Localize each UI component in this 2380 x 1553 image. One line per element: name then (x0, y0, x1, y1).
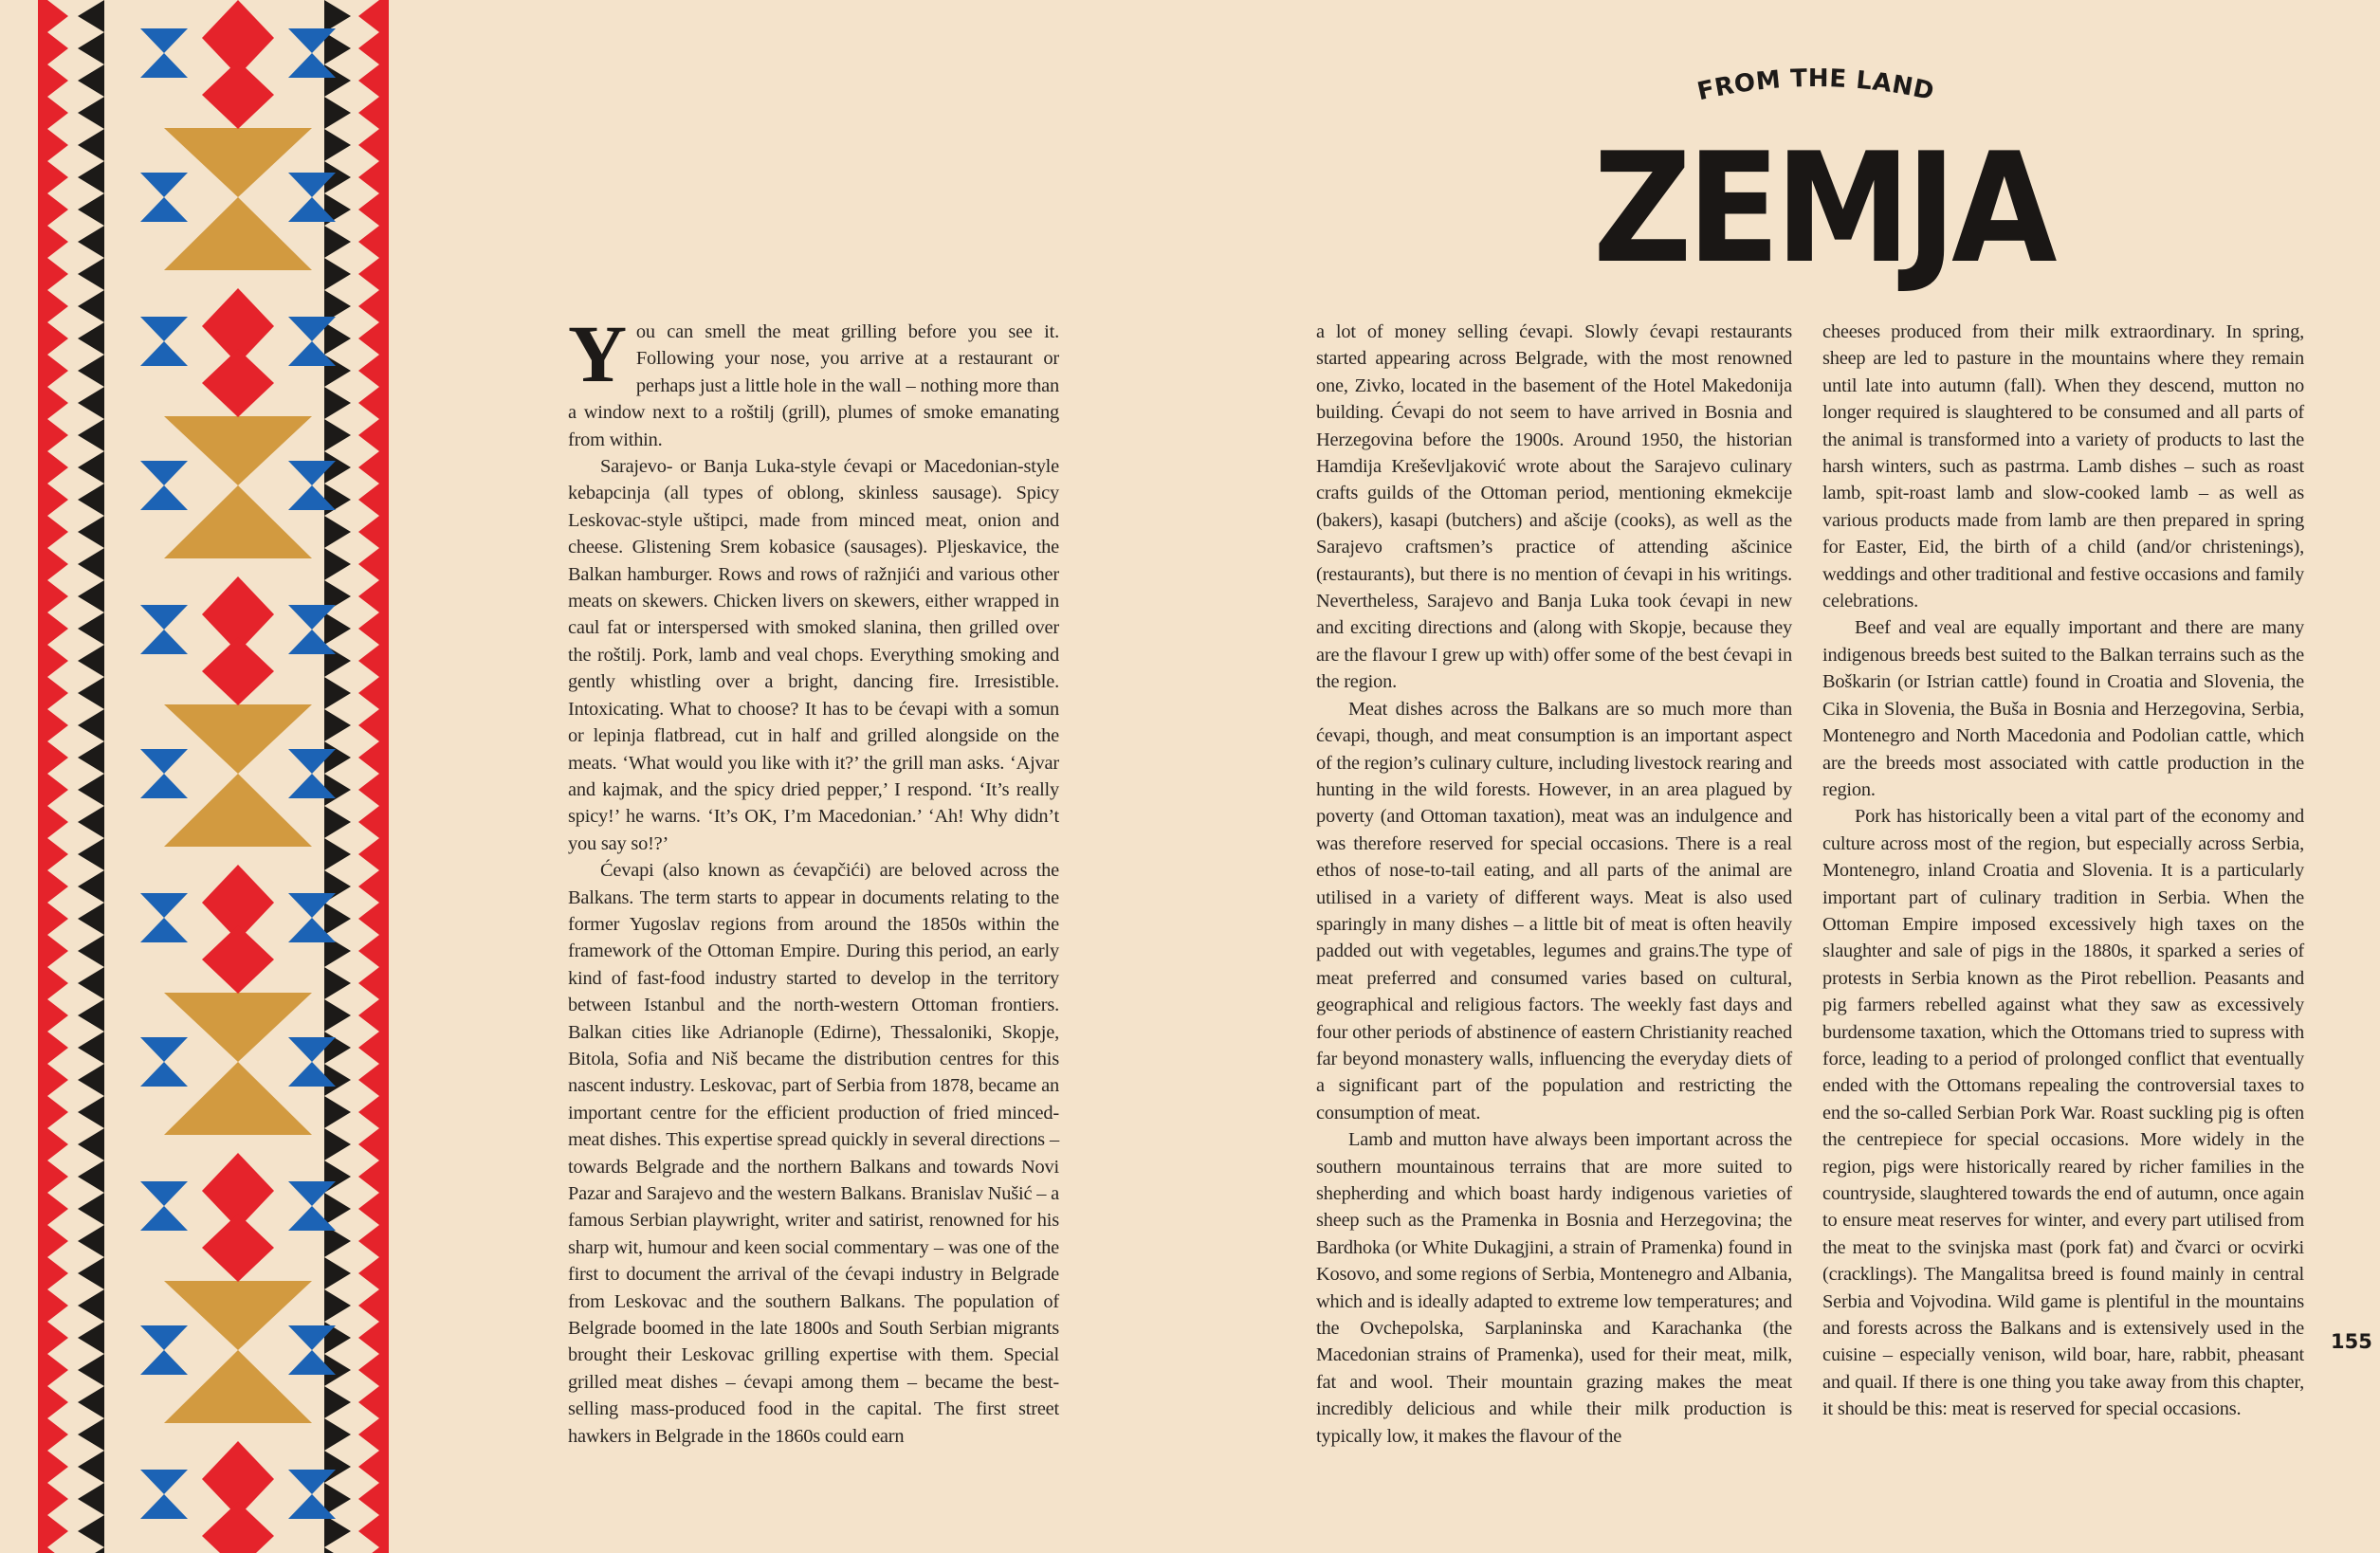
page-title: ZEMJA (1593, 119, 2053, 297)
zigzag-triangle-black (78, 161, 104, 193)
zigzag-triangle-black (78, 903, 104, 935)
zigzag-triangle-red (47, 193, 68, 226)
zigzag-triangle-red (358, 516, 379, 548)
zigzag-triangle-black (78, 612, 104, 645)
bowtie-blue (140, 1350, 188, 1375)
zigzag-triangle-red (358, 64, 379, 97)
zigzag-triangle-red (47, 1225, 68, 1257)
zigzag-triangle-black (324, 774, 351, 806)
zigzag-triangle-red (358, 226, 379, 258)
zigzag-triangle-black (78, 193, 104, 226)
zigzag-triangle-black (324, 1483, 351, 1515)
zigzag-triangle-black (78, 645, 104, 677)
bowtie-blue (140, 461, 188, 485)
zigzag-triangle-black (324, 387, 351, 419)
zigzag-triangle-black (324, 1257, 351, 1289)
zigzag-triangle-red (358, 838, 379, 870)
zigzag-triangle-red (47, 870, 68, 903)
zigzag-triangle-black (78, 1160, 104, 1193)
zigzag-triangle-red (47, 161, 68, 193)
paragraph (568, 308, 1059, 453)
zigzag-triangle-red (47, 64, 68, 97)
zigzag-triangle-black (78, 935, 104, 967)
hourglass-top-ochre (164, 1281, 312, 1350)
zigzag-triangle-black (78, 1418, 104, 1451)
zigzag-triangle-red (47, 709, 68, 741)
zigzag-triangle-red (47, 484, 68, 516)
zigzag-triangle-black (324, 967, 351, 999)
zigzag-triangle-red (358, 1096, 379, 1128)
zigzag-triangle-black (324, 741, 351, 774)
zigzag-triangle-red (358, 322, 379, 355)
zigzag-triangle-red (358, 1160, 379, 1193)
zigzag-triangle-black (324, 258, 351, 290)
diamond-red (202, 349, 274, 417)
zigzag-triangle-red (358, 612, 379, 645)
zigzag-triangle-red (358, 1322, 379, 1354)
zigzag-triangle-red (47, 548, 68, 580)
zigzag-triangle-black (78, 580, 104, 612)
bowtie-blue (140, 1181, 188, 1206)
zigzag-triangle-red (47, 387, 68, 419)
zigzag-triangle-black (78, 64, 104, 97)
bowtie-blue (140, 774, 188, 798)
zigzag-triangle-black (78, 1289, 104, 1322)
zigzag-triangle-black (78, 677, 104, 709)
zigzag-triangle-black (78, 1386, 104, 1418)
zigzag-triangle-red (358, 129, 379, 161)
zigzag-triangle-red (358, 1483, 379, 1515)
zigzag-triangle-black (78, 1096, 104, 1128)
zigzag-triangle-black (324, 1032, 351, 1064)
zigzag-triangle-red (358, 1128, 379, 1160)
zigzag-triangle-black (78, 1451, 104, 1483)
bowtie-blue (140, 317, 188, 341)
zigzag-triangle-red (358, 387, 379, 419)
zigzag-triangle-red (47, 97, 68, 129)
paragraph: cheeses produced from their milk extraordinary. In spring, sheep are led to pasture in the mountains where they remain until late into autumn (fall). When they descend, mutton no longer required is slaughtered to be consumed and all parts of the animal is transformed into a variety of products to last the harsh winters, such as pastrma. Lamb dishes – such as roast lamb, spit-roast lamb and slow-cooked lamb – as well as various products made from lamb are then prepared in spring for Easter, Eid, the birth of a child (and/or christenings), weddings and other traditional and festive occasions and family celebrations. (1822, 321, 2304, 612)
border-stripe-red (38, 0, 47, 1553)
hourglass-top-ochre (164, 993, 312, 1062)
zigzag-triangle-black (324, 677, 351, 709)
zigzag-triangle-black (324, 1096, 351, 1128)
zigzag-triangle-black (324, 709, 351, 741)
zigzag-triangle-red (47, 1128, 68, 1160)
zigzag-triangle-red (358, 355, 379, 387)
zigzag-triangle-red (47, 1257, 68, 1289)
zigzag-triangle-black (78, 1483, 104, 1515)
zigzag-triangle-red (47, 1386, 68, 1418)
zigzag-triangle-black (324, 1451, 351, 1483)
paragraph: Ćevapi (also known as ćevapčići) are beloved across the Balkans. The term starts to appear in documents relating to the former Yugoslav regions from around the 1850s within the framework of the Ottoman Empire. During this period, an early kind of fast-food industry started to develop in the territory between Istanbul and the north-western Ottoman frontiers. Balkan cities like Adrianople (Edirne), Thessaloniki, Skopje, Bitola, Sofia and Niš became the distribution centres for this nascent industry. Leskovac, part of Serbia from 1878, became an important centre for the efficient production of fried minced-meat dishes. This expertise spread quickly in several directions – towards Belgrade and the northern Balkans and towards Novi Pazar and Sarajevo and the western Balkans. Branislav Nušić – a famous Serbian playwright, writer and satirist, renowned for his sharp wit, humour and keen social commentary – was one of the first to document the arrival of the ćevapi industry in Belgrade from Leskovac and the southern Balkans. The population of Belgrade boomed in the late 1800s and South Serbian migrants brought their Leskovac grilling expertise with them. Special grilled meat dishes – ćevapi among them – became the best-selling mass-produced food in the capital. The first street hawkers in Belgrade in the 1860s could earn (568, 860, 1059, 1447)
zigzag-triangle-red (358, 1225, 379, 1257)
zigzag-triangle-red (47, 1032, 68, 1064)
zigzag-triangle-red (47, 1322, 68, 1354)
zigzag-triangle-red (358, 870, 379, 903)
zigzag-triangle-black (78, 1225, 104, 1257)
zigzag-triangle-red (47, 612, 68, 645)
zigzag-triangle-red (358, 0, 379, 32)
zigzag-triangle-black (324, 1193, 351, 1225)
zigzag-triangle-black (324, 1128, 351, 1160)
bowtie-blue (140, 173, 188, 197)
zigzag-triangle-red (47, 516, 68, 548)
zigzag-triangle-red (358, 290, 379, 322)
zigzag-triangle-red (47, 903, 68, 935)
zigzag-triangle-black (78, 387, 104, 419)
zigzag-triangle-red (358, 1064, 379, 1096)
zigzag-triangle-red (358, 1418, 379, 1451)
zigzag-triangle-red (47, 0, 68, 32)
zigzag-triangle-black (324, 838, 351, 870)
bowtie-blue (140, 1325, 188, 1350)
zigzag-triangle-red (358, 967, 379, 999)
zigzag-triangle-black (324, 419, 351, 451)
zigzag-triangle-red (47, 1064, 68, 1096)
zigzag-triangle-red (47, 1289, 68, 1322)
paragraph: a lot of money selling ćevapi. Slowly ćevapi restaurants started appearing across Belgrade, with the most renowned one, Zivko, located in the basement of the Hotel Makedonija building. Ćevapi do not seem to have arrived in Bosnia and Herzegovina before the 1900s. Around 1950, the historian Hamdija Kreševljaković wrote about the Sarajevo culinary crafts guilds of the Ottoman period, mentioning ekmekcije (bakers), kasapi (butchers) and ašcije (cooks), as well as the Sarajevo craftsmen’s practice of attending ašcinice (restaurants), but there is no mention of ćevapi in his writings. Nevertheless, Sarajevo and Banja Luka took ćevapi in new and exciting directions and (along with Skopje, because they are the flavour I grew up with) offer some of the best ćevapi in the region. (1316, 321, 1792, 693)
border-stripe-red (379, 0, 389, 1553)
paragraph: Meat dishes across the Balkans are so much more than ćevapi, though, and meat consumption is an important aspect of the region’s culinary culture, including livestock rearing and hunting in the wild forests. However, in an area plagued by poverty (and Ottoman taxation), meat was an indulgence and was therefore reserved for special occasions. There is a real ethos of nose-to-tail eating, and all parts of the animal are utilised in a variety of different ways. Meat is also used sparingly in many dishes – a little bit of meat is often heavily padded out with vegetables, legumes and grains.The type of meat preferred and consumed varies based on cultural, geographical and religious factors. The weekly fast days and four other periods of abstinence of eastern Christianity reached far beyond monastery walls, influencing the everyday diets of a significant part of the population and restricting the consumption of meat. (1316, 698, 1792, 1124)
zigzag-triangle-red (47, 741, 68, 774)
bowtie-blue (140, 197, 188, 222)
zigzag-triangle-black (78, 1547, 104, 1553)
bowtie-blue (140, 1494, 188, 1519)
zigzag-triangle-red (358, 903, 379, 935)
hourglass-top-ochre (164, 128, 312, 197)
page-number: 155 (2331, 1330, 2372, 1353)
zigzag-triangle-red (358, 419, 379, 451)
zigzag-triangle-red (47, 774, 68, 806)
zigzag-triangle-red (358, 1032, 379, 1064)
zigzag-triangle-red (358, 999, 379, 1032)
zigzag-triangle-red (358, 32, 379, 64)
bowtie-blue (140, 341, 188, 366)
kicker-text (1694, 64, 1936, 106)
zigzag-triangle-red (47, 580, 68, 612)
zigzag-triangle-black (324, 97, 351, 129)
zigzag-triangle-red (358, 193, 379, 226)
zigzag-triangle-black (324, 0, 351, 32)
zigzag-triangle-black (324, 1418, 351, 1451)
zigzag-triangle-red (47, 322, 68, 355)
zigzag-triangle-black (78, 0, 104, 32)
zigzag-triangle-black (324, 903, 351, 935)
zigzag-triangle-red (47, 1418, 68, 1451)
zigzag-triangle-red (47, 451, 68, 484)
zigzag-triangle-red (47, 1483, 68, 1515)
zigzag-triangle-red (358, 1515, 379, 1547)
zigzag-triangle-black (78, 258, 104, 290)
zigzag-triangle-red (358, 741, 379, 774)
zigzag-triangle-red (358, 1193, 379, 1225)
bowtie-blue (140, 1037, 188, 1062)
zigzag-triangle-red (47, 935, 68, 967)
zigzag-triangle-black (78, 290, 104, 322)
zigzag-triangle-red (358, 1451, 379, 1483)
zigzag-triangle-black (324, 226, 351, 258)
zigzag-triangle-black (78, 548, 104, 580)
zigzag-triangle-black (324, 129, 351, 161)
zigzag-triangle-black (78, 129, 104, 161)
zigzag-triangle-red (358, 645, 379, 677)
zigzag-triangle-red (47, 1451, 68, 1483)
zigzag-triangle-black (78, 774, 104, 806)
diamond-red (202, 925, 274, 994)
zigzag-triangle-red (358, 774, 379, 806)
zigzag-triangle-red (358, 451, 379, 484)
zigzag-triangle-red (358, 806, 379, 838)
diamond-red (202, 61, 274, 129)
zigzag-triangle-red (47, 645, 68, 677)
zigzag-triangle-black (324, 484, 351, 516)
zigzag-triangle-red (358, 484, 379, 516)
zigzag-triangle-red (358, 935, 379, 967)
zigzag-triangle-black (324, 1515, 351, 1547)
body-column-2 (1316, 319, 1792, 1450)
body-column-3 (1822, 319, 2304, 1423)
zigzag-triangle-red (47, 1547, 68, 1553)
zigzag-triangle-black (324, 32, 351, 64)
zigzag-triangle-black (78, 484, 104, 516)
zigzag-triangle-black (78, 355, 104, 387)
zigzag-triangle-red (47, 1096, 68, 1128)
section-kicker (1694, 57, 1937, 110)
zigzag-triangle-black (78, 1322, 104, 1354)
zigzag-triangle-black (78, 97, 104, 129)
zigzag-triangle-black (78, 1193, 104, 1225)
bowtie-blue (140, 893, 188, 918)
zigzag-triangle-red (358, 1354, 379, 1386)
zigzag-triangle-red (358, 1289, 379, 1322)
zigzag-triangle-black (78, 806, 104, 838)
zigzag-triangle-black (78, 1354, 104, 1386)
zigzag-triangle-black (78, 451, 104, 484)
border-pattern-graphic (0, 0, 429, 1553)
zigzag-triangle-black (78, 322, 104, 355)
bowtie-blue (140, 630, 188, 654)
zigzag-triangle-red (47, 1354, 68, 1386)
zigzag-triangle-red (47, 419, 68, 451)
zigzag-triangle-red (47, 967, 68, 999)
zigzag-triangle-red (47, 226, 68, 258)
hourglass-bottom-ochre (164, 1062, 312, 1135)
zigzag-triangle-black (78, 1515, 104, 1547)
zigzag-triangle-red (358, 1257, 379, 1289)
zigzag-triangle-black (78, 999, 104, 1032)
zigzag-triangle-black (78, 1257, 104, 1289)
zigzag-triangle-black (78, 838, 104, 870)
paragraph: Sarajevo- or Banja Luka-style ćevapi or Macedonian-style kebapcinja (all types of oblong, skinless sausage). Spicy Leskovac-style uštipci, made from minced meat, onion and cheese. Glistening Srem kobasice (sausages). Pljeskavice, the Balkan hamburger. Rows and rows of ražnjići and various other meats on skewers. Chicken livers on skewers, either wrapped in caul fat or interspersed with smoked slanina, then grilled over the roštilj. Pork, lamb and veal chops. Everything smoking and gently whistling over a bright, dancing fire. Irresistible. Intoxicating. What to choose? It has to be ćevapi with a somun or lepinja flatbread, cut in half and grilled alongside on the meats. ‘What would you like with it?’ the grill man asks. ‘Ajvar and kajmak, and the spicy dried pepper,’ I respond. ‘It’s really spicy!’ he warns. ‘It’s OK, I’m Macedonian.’ ‘Ah! Why didn’t you say so!?’ (568, 456, 1059, 854)
zigzag-triangle-black (78, 419, 104, 451)
zigzag-triangle-black (324, 806, 351, 838)
zigzag-triangle-red (358, 580, 379, 612)
folk-motif-border (0, 0, 429, 1553)
zigzag-triangle-red (47, 1515, 68, 1547)
bowtie-blue (140, 1206, 188, 1231)
bowtie-blue (140, 605, 188, 630)
hourglass-top-ochre (164, 704, 312, 774)
body-column-1 (568, 308, 1059, 1450)
zigzag-triangle-red (47, 1160, 68, 1193)
zigzag-triangle-black (78, 226, 104, 258)
zigzag-triangle-red (358, 258, 379, 290)
paragraph: Lamb and mutton have always been important across the southern mountainous terrains that are more suited to shepherding and which boast hardy indigenous varieties of sheep such as the Pramenka in Bosnia and Herzegovina; the Bardhoka (or White Dukagjini, a strain of Pramenka) found in Kosovo, and some regions of Serbia, Montenegro and Albania, which and is ideally adapted to extreme low temperatures; and the Ovchepolska, Sarplaninska and Karachanka (the Macedonian strains of Pramenka), used for their meat, milk, fat and wool. Their mountain grazing makes the meat incredibly delicious and while their milk production is typically low, it makes the flavour of the (1316, 1129, 1792, 1447)
drop-cap: Y (568, 308, 627, 399)
zigzag-triangle-black (78, 1032, 104, 1064)
zigzag-triangle-black (78, 32, 104, 64)
zigzag-triangle-red (47, 258, 68, 290)
zigzag-triangle-black (78, 741, 104, 774)
kicker-text-path: FROM THE LAND (1694, 64, 1937, 107)
zigzag-triangle-black (324, 999, 351, 1032)
bowtie-blue (140, 918, 188, 942)
zigzag-triangle-red (47, 355, 68, 387)
bowtie-blue (140, 1062, 188, 1087)
zigzag-triangle-black (78, 967, 104, 999)
zigzag-triangle-red (47, 999, 68, 1032)
zigzag-triangle-black (78, 709, 104, 741)
hourglass-top-ochre (164, 416, 312, 485)
zigzag-triangle-black (324, 1386, 351, 1418)
zigzag-triangle-red (358, 709, 379, 741)
zigzag-triangle-red (358, 97, 379, 129)
zigzag-triangle-red (47, 677, 68, 709)
zigzag-triangle-black (324, 548, 351, 580)
zigzag-triangle-black (324, 64, 351, 97)
zigzag-triangle-red (358, 677, 379, 709)
bowtie-blue (140, 1470, 188, 1494)
zigzag-triangle-red (358, 1386, 379, 1418)
zigzag-triangle-black (324, 612, 351, 645)
zigzag-triangle-black (78, 516, 104, 548)
zigzag-triangle-black (78, 1128, 104, 1160)
hourglass-bottom-ochre (164, 774, 312, 847)
hourglass-bottom-ochre (164, 1350, 312, 1423)
zigzag-triangle-red (47, 838, 68, 870)
hourglass-bottom-ochre (164, 485, 312, 558)
zigzag-triangle-red (47, 129, 68, 161)
zigzag-triangle-black (324, 1289, 351, 1322)
zigzag-triangle-red (47, 290, 68, 322)
bowtie-blue (140, 53, 188, 78)
zigzag-triangle-red (358, 161, 379, 193)
diamond-red (202, 1502, 274, 1553)
zigzag-triangle-red (47, 806, 68, 838)
bowtie-blue (140, 485, 188, 510)
zigzag-triangle-black (324, 516, 351, 548)
diamond-red (202, 1214, 274, 1282)
bowtie-blue (140, 749, 188, 774)
paragraph: Beef and veal are equally important and there are many indigenous breeds best suited to the Balkan terrains such as the Boškarin (or Istrian cattle) found in Croatia and Slovenia, the Cika in Slovenia, the Buša in Bosnia and Herzegovina, Serbia, Montenegro and North Macedonia and Podolian cattle, which are the breeds most associated with cattle production in the region. (1822, 617, 2304, 800)
zigzag-triangle-black (324, 1547, 351, 1553)
diamond-red (202, 637, 274, 705)
bowtie-blue (140, 28, 188, 53)
zigzag-triangle-red (358, 1547, 379, 1553)
zigzag-triangle-black (78, 870, 104, 903)
zigzag-triangle-black (324, 322, 351, 355)
hourglass-bottom-ochre (164, 197, 312, 270)
zigzag-triangle-red (47, 32, 68, 64)
zigzag-triangle-black (78, 1064, 104, 1096)
zigzag-triangle-red (47, 1193, 68, 1225)
paragraph-text: ou can smell the meat grilling before you see it. Following your nose, you arrive at a restaurant or perhaps just a little hole in the wall – nothing more than a window next to a roštilj (grill), plumes of smoke emanating from within. (568, 321, 1059, 450)
paragraph: Pork has historically been a vital part of the economy and culture across most of the region, but especially across Serbia, Montenegro, inland Croatia and Slovenia. It is a particularly important part of culinary tradition in Serbia. When the Ottoman Empire imposed excessively high taxes on the slaughter and sale of pigs in the 1880s, it sparked a series of protests in Serbia known as the Pirot rebellion. Peasants and pig farmers rebelled against what they saw as excessively burdensome taxation, which the Ottomans tried to supress with force, leading to a period of prolonged conflict that eventually ended with the Ottomans repealing the controversial taxes to end the so-called Serbian Pork War. Roast suckling pig is often the centrepiece for special occasions. More widely in the region, pigs were historically reared by richer families in the countryside, slaughtered towards the end of autumn, once again to ensure meat reserves for winter, and every part utilised from the meat to the svinjska mast (pork fat) and čvarci or ocvirki (cracklings). The Mangalitsa breed is found mainly in central Serbia and Vojvodina. Wild game is plentiful in the mountains and forests across the Balkans and is extensively used in the cuisine – especially venison, wild boar, hare, rabbit, pheasant and quail. If there is one thing you take away from this chapter, it should be this: meat is reserved for special occasions. (1822, 806, 2304, 1420)
zigzag-triangle-red (358, 548, 379, 580)
